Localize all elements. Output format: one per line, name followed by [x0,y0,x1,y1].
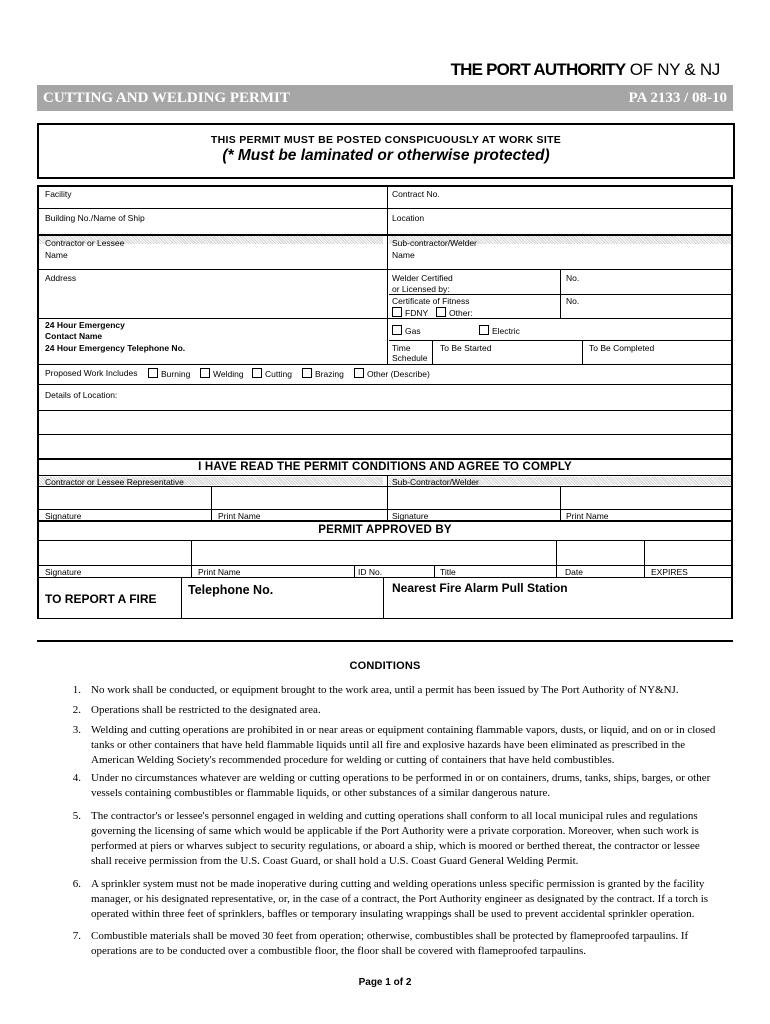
approver-id-label: ID No. [358,567,383,577]
telephone-label: Telephone No. [188,583,274,597]
pull-station-label: Nearest Fire Alarm Pull Station [392,581,568,595]
form-number: PA 2133 / 08-10 [628,90,727,106]
condition-text: Operations shall be restricted to the designated area. [91,704,321,716]
condition-number: 5. [72,810,81,822]
brazing-checkbox[interactable] [302,368,312,378]
condition-text: Welding and cutting operations are prohibited in or near areas or equipment containing flammable vapors, dusts, or liquid, and on or in closed tanks or other containers that have held flammable liquids until all fire and explosive hazards have been eliminated as prescribed in the American Welding Society's recommended procedure for welding or cutting of containers that have held combustibles. [91,724,716,766]
condition-number: 7. [72,930,81,942]
gas-option[interactable]: Gas [392,325,421,336]
emergency-contact-label-1: 24 Hour Emergency [45,320,125,330]
condition-number: 3. [72,724,81,736]
condition-text: No work shall be conducted, or equipment brought to the work area, until a permit has been issued by The Port Authority of NY&NJ. [91,684,679,696]
burning-checkbox[interactable] [148,368,158,378]
condition-number: 2. [72,704,81,716]
address-label: Address [45,273,77,283]
report-fire-label: TO REPORT A FIRE [45,592,157,606]
cert-no-label: No. [566,296,580,306]
electric-option[interactable]: Electric [479,325,520,336]
to-be-completed-label: To Be Completed [589,343,655,353]
subcontractor-name-label: Name [392,250,415,260]
contractor-name-label: Name [45,250,68,260]
licensed-by-label: or Licensed by: [392,284,450,294]
brazing-option[interactable]: Brazing [302,368,344,379]
contractor-rep-label: Contractor or Lessee Representative [45,477,184,487]
other-option[interactable]: Other: [436,307,473,318]
cutting-checkbox[interactable] [252,368,262,378]
schedule-label: Schedule [392,353,428,363]
electric-checkbox[interactable] [479,325,489,335]
contract-no-label: Contract No. [392,189,440,199]
signature-label-1: Signature [45,511,82,521]
approver-print-name-label: Print Name [198,567,241,577]
fdny-checkbox[interactable] [392,307,402,317]
fdny-option[interactable]: FDNY [392,307,428,318]
approved-heading: PERMIT APPROVED BY [318,524,452,536]
license-no-label: No. [566,273,580,283]
conditions-heading: CONDITIONS [349,660,421,672]
burning-option[interactable]: Burning [148,368,190,379]
facility-label: Facility [45,189,72,199]
port-authority-logo: THE PORT AUTHORITY OF NY & NJ [450,60,720,79]
cutting-option[interactable]: Cutting [252,368,292,379]
expires-label: EXPIRES [651,567,688,577]
signature-label-2: Signature [392,511,429,521]
other-checkbox[interactable] [436,307,446,317]
to-be-started-label: To Be Started [440,343,492,353]
subcontractor-label: Sub-contractor/Welder [392,238,477,248]
print-name-label-1: Print Name [218,511,261,521]
posting-notice [37,123,735,179]
condition-number: 1. [72,684,81,696]
sub-welder-label: Sub-Contractor/Welder [392,477,479,487]
welding-checkbox[interactable] [200,368,210,378]
cert-fitness-label: Certificate of Fitness [392,296,470,306]
other-describe-option[interactable]: Other (Describe) [354,368,430,379]
approver-title-label: Title [440,567,456,577]
approver-signature-label: Signature [45,567,82,577]
condition-number: 6. [72,878,81,890]
approval-date-label: Date [565,567,583,577]
emergency-contact-label-2: Contact Name [45,331,103,341]
notice-line-1: THIS PERMIT MUST BE POSTED CONSPICUOUSLY AT WORK SITE [210,134,562,146]
condition-number: 4. [72,772,81,784]
condition-text: The contractor's or lessee's personnel engaged in welding and cutting operations shall conform to all local municipal rules and regulations governing the licensing of same which would be applicable if the Port Authority were a private corporation. Moreover, when such work is performed at piers or wharves subject to security regulations, or aboard a ship, which is moored or berthed thereat, the contractor or lessee shall receive permission from the U.S. Coast Guard, or shall hold a U.S. Coast Guard General Welding Permit. [91,810,700,867]
print-name-label-2: Print Name [566,511,609,521]
welder-certified-label: Welder Certified [392,273,453,283]
notice-line-2: (* Must be laminated or otherwise protected) [222,147,550,164]
details-location-label: Details of Location: [45,390,118,400]
contractor-lessee-label: Contractor or Lessee [45,238,125,248]
page-number: Page 1 of 2 [358,977,412,988]
condition-text: Combustible materials shall be moved 30 feet from operation; otherwise, combustibles shall be protected by flameproofed tarpaulins. If operations are to be conducted over a combustible floor, the floor shall be covered with flameproofed tarpaulins. [91,930,689,957]
building-label: Building No./Name of Ship [45,213,145,223]
gas-checkbox[interactable] [392,325,402,335]
location-label: Location [392,213,425,223]
agreement-heading: I HAVE READ THE PERMIT CONDITIONS AND AGREE TO COMPLY [198,461,572,473]
condition-text: A sprinkler system must not be made inoperative during cutting and welding operations unless specific permission is granted by the facility manager, or his designated representative, or, in the case of a contract, the Port Authority engineer as designated by the contract. If a torch is operated within three feet of sprinklers, baffles or temporary insulating wrappings shall be used to prevent accidental sprinkler operation. [91,878,709,920]
time-label: Time [392,343,411,353]
other-describe-checkbox[interactable] [354,368,364,378]
permit-title: CUTTING AND WELDING PERMIT [43,90,290,106]
condition-text: Under no circumstances whatever are welding or cutting operations to be performed in or on containers, drums, tanks, ships, barges, or other vessels containing combustibles or flammable liquids, or other substances of a similar dangerous nature. [91,772,711,799]
welding-option[interactable]: Welding [200,368,244,379]
emergency-phone-label: 24 Hour Emergency Telephone No. [45,343,186,353]
title-banner [37,85,733,111]
proposed-work-label: Proposed Work Includes [45,368,138,378]
